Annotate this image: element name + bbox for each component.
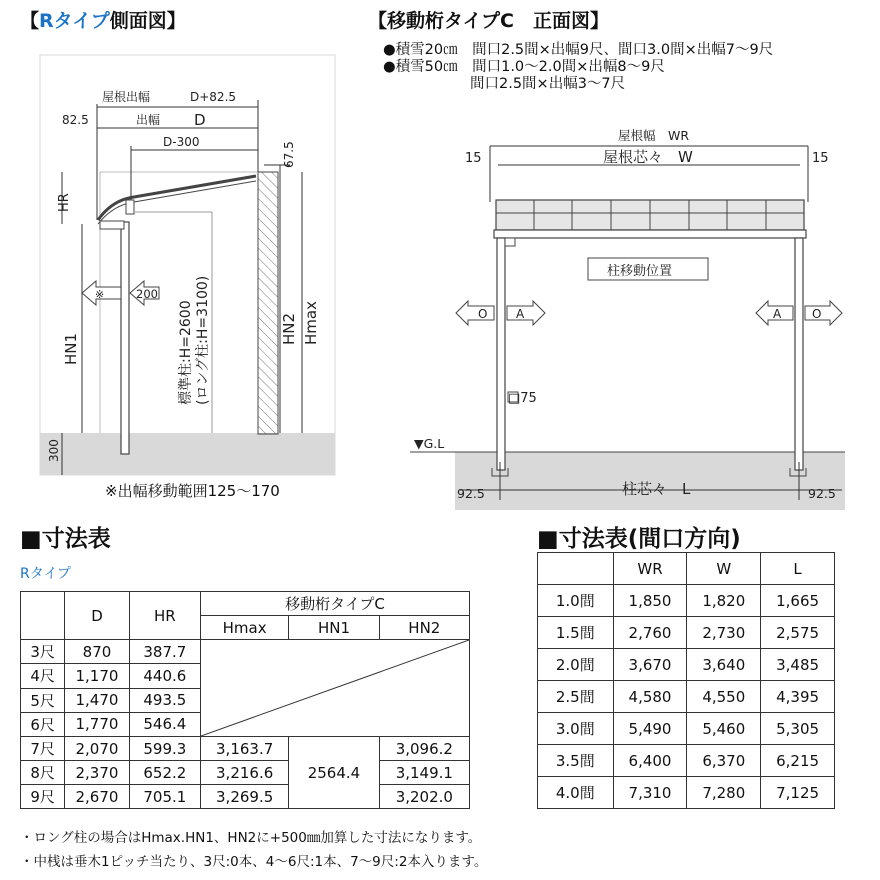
roof-center-label: 屋根芯々 W <box>603 148 693 166</box>
spec-line-2: ●積雪50㎝ 間口1.0～2.0間×出幅8～9尺 <box>383 59 665 75</box>
table-row: 9尺 2,670 705.1 3,269.5 3,202.0 <box>21 785 470 809</box>
front-view-title: 【移動桁タイプC 正面図】 <box>368 10 609 32</box>
hmax-label: Hmax <box>302 301 320 345</box>
roof-curve <box>98 176 256 220</box>
header-row: WR W L <box>538 553 835 585</box>
arrow-o-left <box>456 301 494 325</box>
dim-200-label: 200 <box>136 287 158 301</box>
header-hr: HR <box>129 592 200 640</box>
a-left-label: A <box>516 307 525 321</box>
arrow-o-right <box>805 301 842 325</box>
pillar-move-label: 柱移動位置 <box>607 264 673 279</box>
o-right-label: O <box>812 307 822 321</box>
header-group: 移動桁タイプC <box>200 592 469 616</box>
na-cell <box>200 640 469 737</box>
d-plus-label: D+82.5 <box>190 90 237 104</box>
header-hmax: Hmax <box>200 616 288 640</box>
l-dimension-table <box>537 552 835 809</box>
marker-label: ※ <box>95 288 105 301</box>
table-row: 1.0間 1,850 1,820 1,665 <box>538 585 835 617</box>
roof-projection-label: 屋根出幅 <box>102 90 151 104</box>
spec-line-1: ●積雪20㎝ 間口2.5間×出幅9尺、間口3.0間×出幅7～9尺 <box>383 42 774 58</box>
arrow-a-left <box>507 301 545 325</box>
pillar-right <box>795 238 803 470</box>
side-view-diagram <box>0 40 350 510</box>
hn2-label: HN2 <box>280 312 298 345</box>
r-table-subheading: Rタイプ <box>20 566 72 582</box>
table-row: 5尺 1,470 493.5 <box>21 688 470 712</box>
header-hn1: HN1 <box>289 616 379 640</box>
hn1-merged-cell: 2564.4 <box>289 737 379 809</box>
left-925-label: 92.5 <box>457 486 485 501</box>
pillar <box>121 222 129 454</box>
dim-300-label: 300 <box>47 439 61 462</box>
spec-line-3: 間口2.5間×出幅3～7尺 <box>383 76 626 92</box>
pillar-center-label: 柱芯々 L <box>622 480 691 498</box>
l-table-heading: ■寸法表(間口方向) <box>537 526 741 552</box>
table-row: 3.0間 5,490 5,460 5,305 <box>538 713 835 745</box>
table-row: 2.0間 3,670 3,640 3,485 <box>538 649 835 681</box>
table-row: 7尺 2,070 599.3 3,163.7 2564.4 3,096.2 <box>21 737 470 761</box>
building-wall <box>258 172 278 434</box>
table-row: 4尺 1,170 440.6 <box>21 664 470 688</box>
table-row: 8尺 2,370 652.2 3,216.6 3,149.1 <box>21 761 470 785</box>
pillar-long-label: (ロング柱:H=3100) <box>195 275 211 405</box>
beam <box>494 230 806 238</box>
side-view-title: 【Rタイプ側面図】 <box>20 10 186 32</box>
table-row: 3.5間 6,400 6,370 6,215 <box>538 745 835 777</box>
table-row: 4.0間 7,310 7,280 7,125 <box>538 777 835 809</box>
diagonal-line <box>201 640 469 736</box>
pillar-std-label: 標準柱:H=2600 <box>178 300 194 405</box>
ground <box>40 433 335 475</box>
table-row: 1.5間 2,760 2,730 2,575 <box>538 617 835 649</box>
left-15-label: 15 <box>465 151 482 166</box>
header-hn2: HN2 <box>379 616 469 640</box>
dim-825-label: 82.5 <box>62 113 89 127</box>
table-row: 3尺 870 387.7 <box>21 640 470 664</box>
o-left-label: O <box>478 307 488 321</box>
corner-cell <box>21 592 65 640</box>
r-dimension-table <box>20 591 470 809</box>
sq75-label: □75 <box>508 391 537 406</box>
hr-label: HR <box>57 193 72 212</box>
pillar-left <box>497 238 505 470</box>
projection-label: 出幅 <box>136 113 161 127</box>
spec-list <box>383 42 773 93</box>
note-2: ・中桟は垂木1ピッチ当たり、3尺:0本、4～6尺:1本、7～9尺:2本入ります。 <box>20 854 488 870</box>
a-right-label: A <box>773 307 782 321</box>
type-label: Rタイプ <box>39 10 110 32</box>
roof-width-label: 屋根幅 WR <box>618 128 690 143</box>
table-row: 2.5間 4,580 4,550 4,395 <box>538 681 835 713</box>
hn1-label: HN1 <box>62 332 80 365</box>
d-minus-label: D-300 <box>163 135 200 149</box>
gl-label: ▼G.L <box>414 436 445 451</box>
right-15-label: 15 <box>812 151 829 166</box>
header-d: D <box>65 592 129 640</box>
r-table-heading: ■寸法表 <box>20 526 111 552</box>
dim-675-label: 67.5 <box>282 141 296 168</box>
note-1: ・ロング柱の場合はHmax.HN1、HN2に+500㎜加算した寸法になります。 <box>20 830 482 846</box>
table-row: 6尺 1,770 546.4 <box>21 712 470 736</box>
d-label: D <box>194 111 206 129</box>
front-view-diagram <box>400 120 870 520</box>
side-footnote: ※出幅移動範囲125～170 <box>105 482 280 500</box>
right-925-label: 92.5 <box>808 486 836 501</box>
